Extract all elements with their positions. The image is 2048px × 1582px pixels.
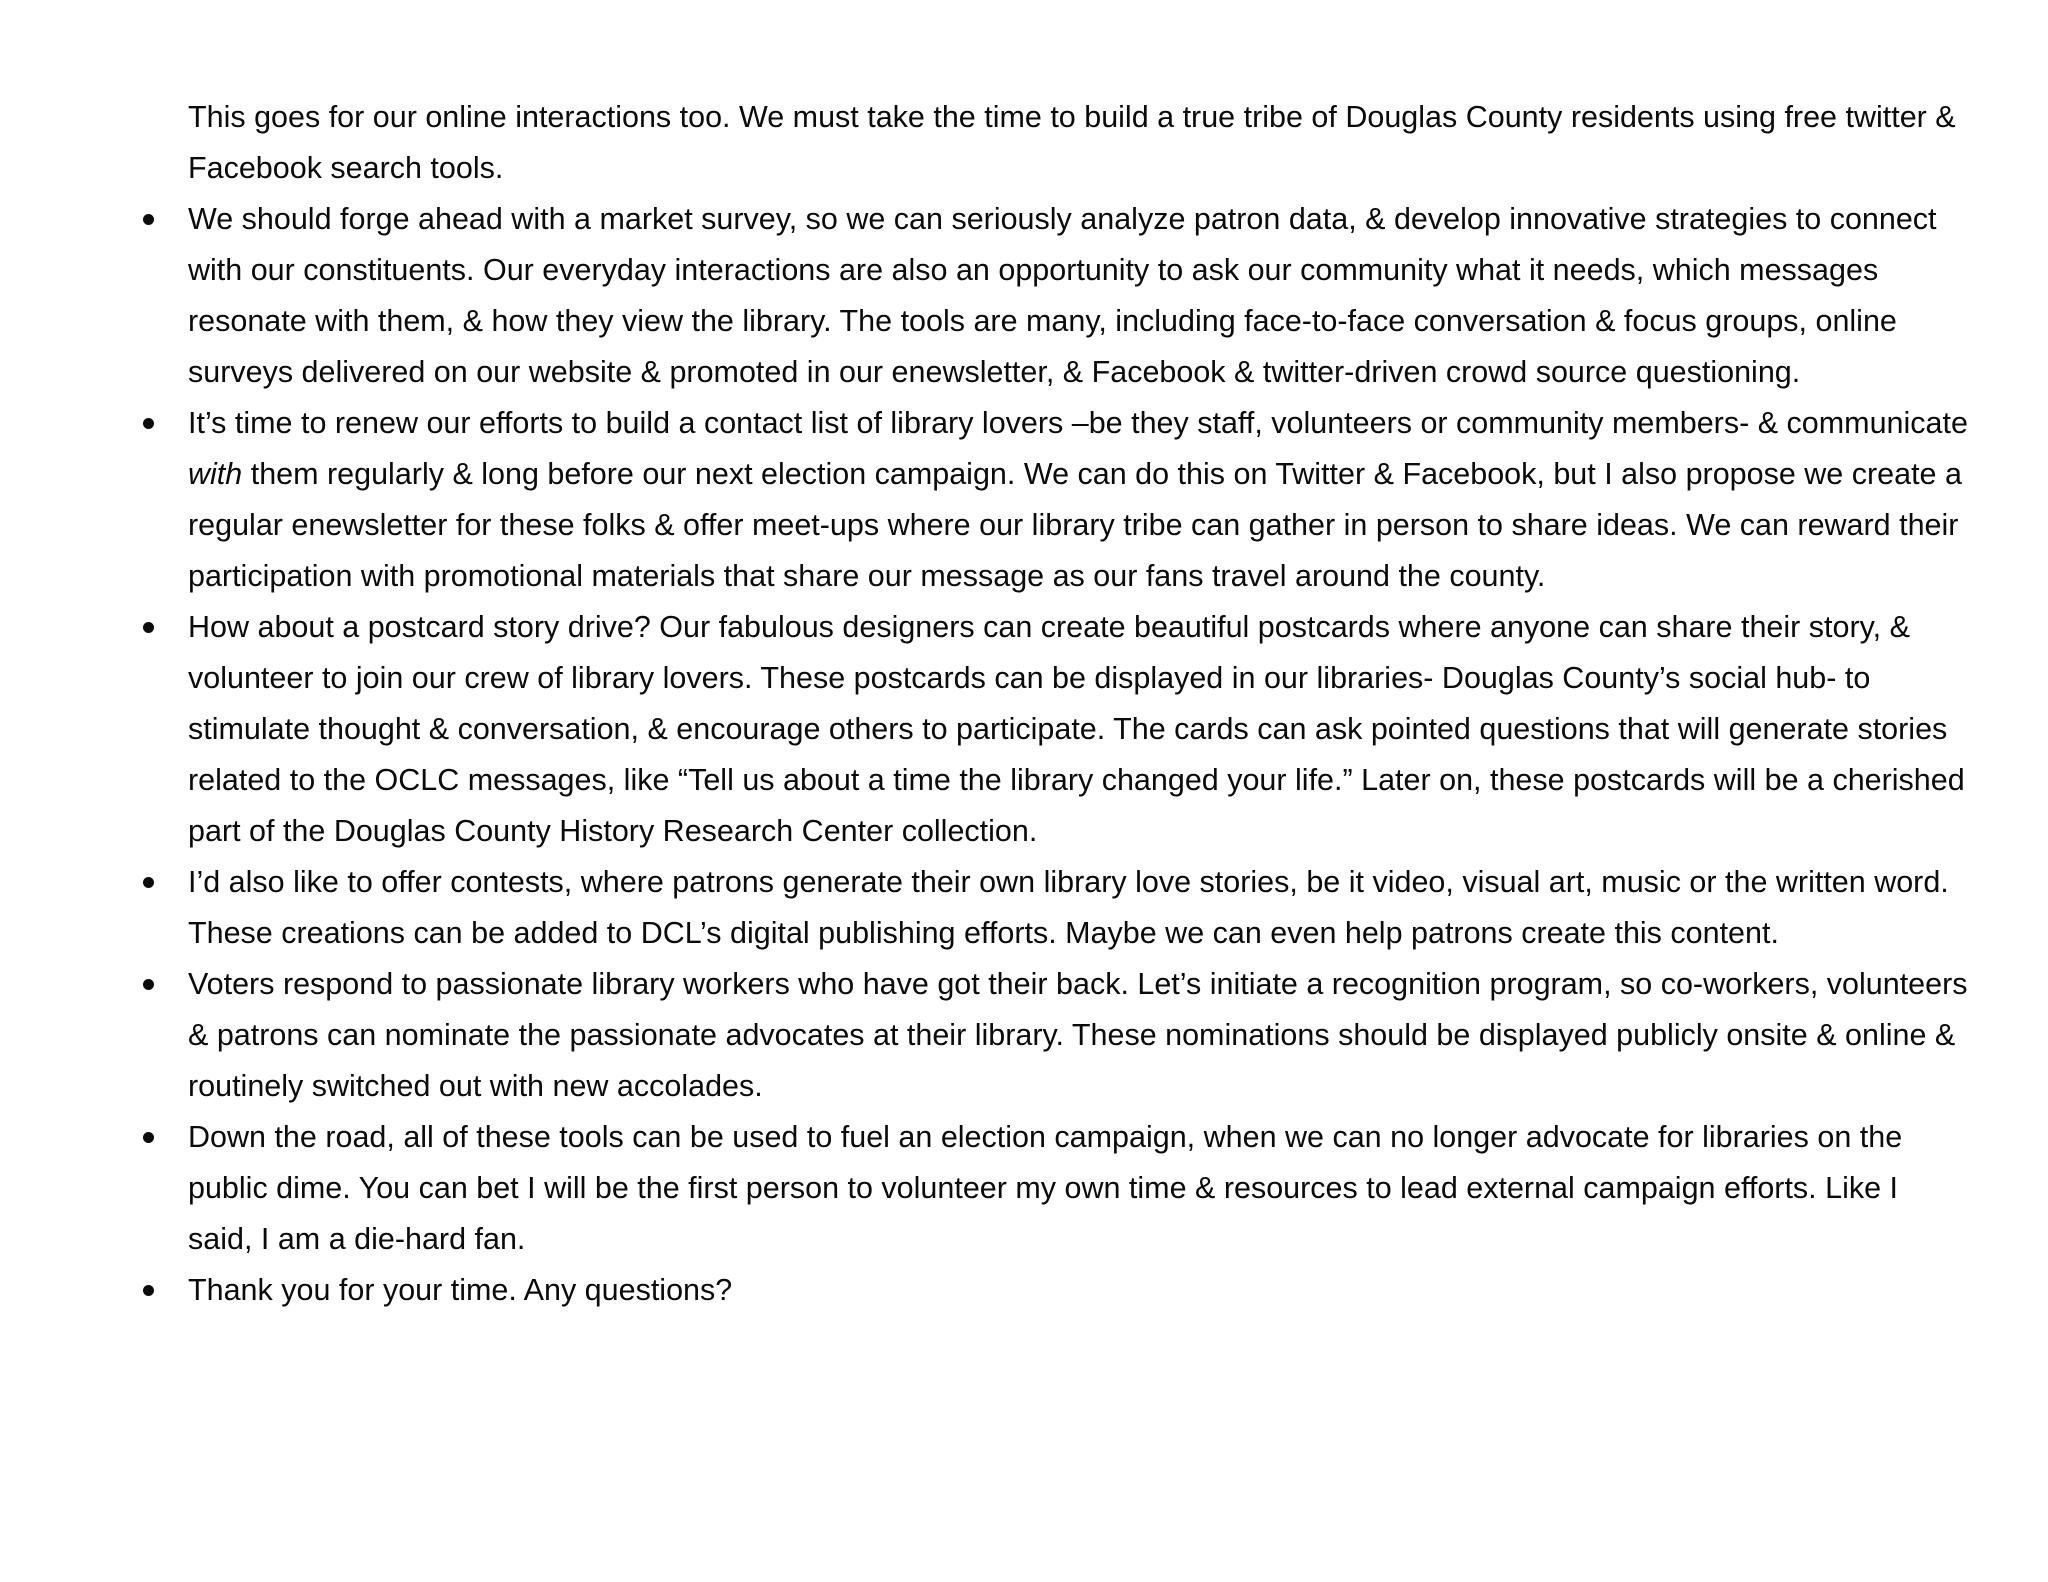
list-item-text-before: It’s time to renew our efforts to build a contact list of library lovers –be they staff, volunteers or community members- & communicate — [188, 406, 1968, 440]
list-item-text-emphasis: with — [188, 457, 243, 491]
list-item-text: How about a postcard story drive? Our fabulous designers can create beautiful postcards where anyone can share their story, & volunteer to join our crew of library lovers. These postcards can be displayed in our libraries- Douglas County’s social hub- to stimulate thought & conversation, & encourage others to participate. The cards can ask pointed questions that will generate stories related to the OCLC messages, like “Tell us about a time the library changed your life.” Later on, these postcards will be a cherished part of the Douglas County History Research Center collection. — [188, 610, 1965, 848]
intro-paragraph-text: This goes for our online interactions too. We must take the time to build a true tribe of Douglas County residents using free twitter & Facebook search tools. — [188, 100, 1956, 185]
list-item — [188, 602, 1970, 857]
document-body — [140, 92, 1970, 1316]
list-item — [188, 959, 1970, 1112]
bullet-icon — [143, 877, 154, 888]
bullet-icon — [143, 979, 154, 990]
list-item-text: Down the road, all of these tools can be used to fuel an election campaign, when we can no longer advocate for libraries on the public dime. You can bet I will be the first person to volunteer my own time & resources to lead external campaign efforts. Like I said, I am a die-hard fan. — [188, 1120, 1903, 1256]
list-item-text: I’d also like to offer contests, where patrons generate their own library love stories, be it video, visual art, music or the written word. These creations can be added to DCL’s digital publishing efforts. Maybe we can even help patrons create this content. — [188, 865, 1949, 950]
bullet-icon — [143, 214, 154, 225]
list-item — [188, 194, 1970, 398]
list-item-text: We should forge ahead with a market survey, so we can seriously analyze patron data, & develop innovative strategies to connect with our constituents. Our everyday interactions are also an opportunity to ask our community what it needs, which messages resonate with them, & how they view the library. The tools are many, including face-to-face conversation & focus groups, online surveys delivered on our website & promoted in our enewsletter, & Facebook & twitter-driven crowd source questioning. — [188, 202, 1937, 389]
list-item-text-after: them regularly & long before our next election campaign. We can do this on Twitter & Facebook, but I also propose we create a regular enewsletter for these folks & offer meet-ups where our library tribe can gather in person to share ideas. We can reward their participation with promotional materials that share our message as our fans travel around the county. — [188, 457, 1962, 593]
bullet-icon — [143, 622, 154, 633]
list-item — [188, 857, 1970, 959]
intro-paragraph — [188, 92, 1970, 194]
list-item-text: Thank you for your time. Any questions? — [188, 1273, 733, 1307]
bullet-icon — [143, 1285, 154, 1296]
list-item-text: Voters respond to passionate library workers who have got their back. Let’s initiate a recognition program, so co-workers, volunteers & patrons can nominate the passionate advocates at their library. These nominations should be displayed publicly onsite & online & routinely switched out with new accolades. — [188, 967, 1968, 1103]
list-item — [188, 1265, 1970, 1316]
list-item — [188, 398, 1970, 602]
bullet-icon — [143, 1132, 154, 1143]
list-item — [188, 1112, 1970, 1265]
bullet-icon — [143, 418, 154, 429]
